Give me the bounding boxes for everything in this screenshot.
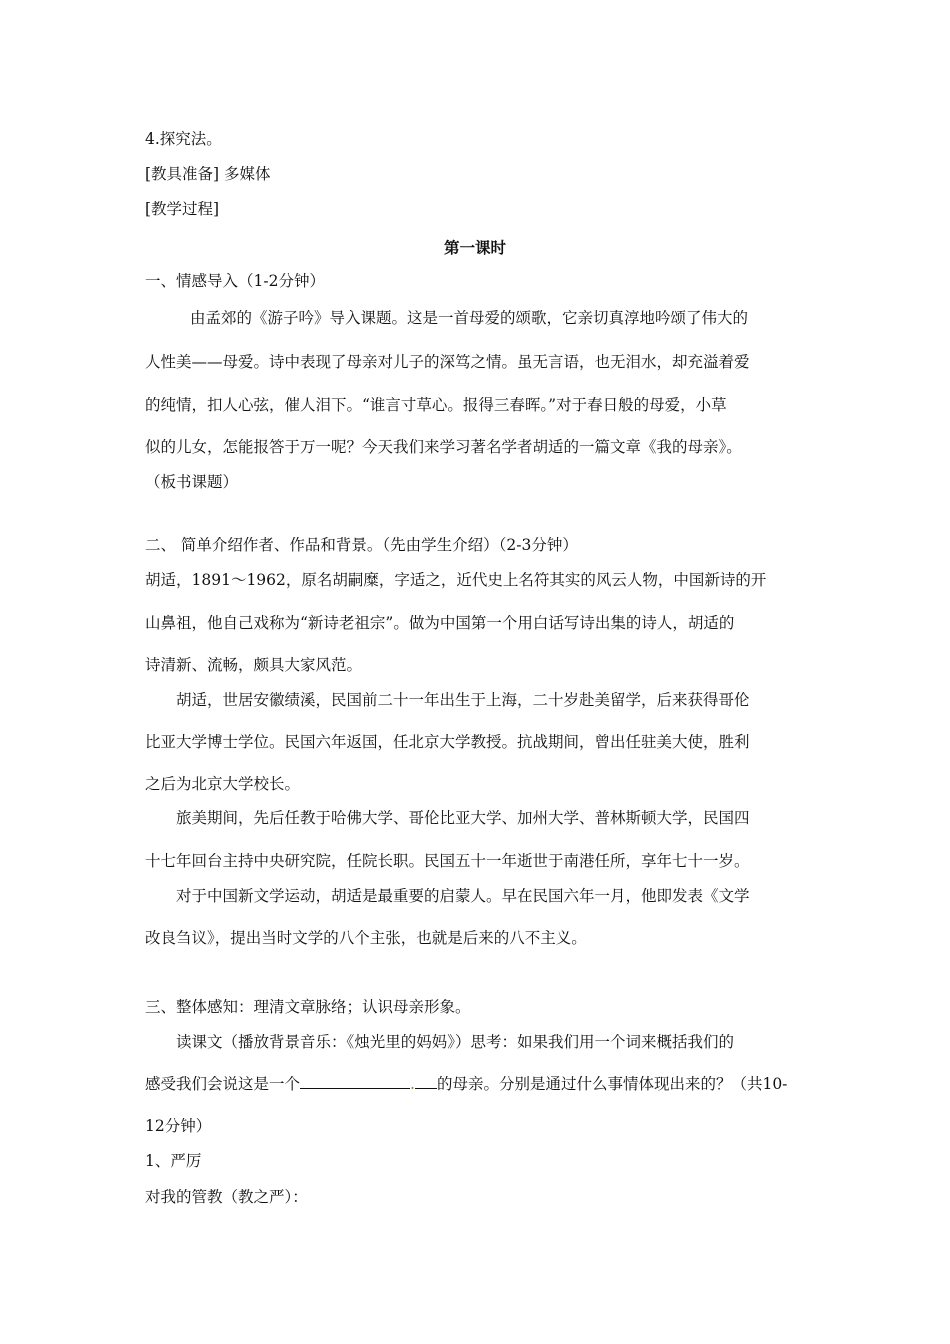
paragraph-line: （板书课题） [145,473,239,491]
fill-in-blank-tail [415,1074,437,1089]
fill-in-blank [300,1074,410,1089]
paragraph-line: 改良刍议》，提出当时文学的八个主张，也就是后来的八不主义。 [145,929,587,947]
section-heading-3: 三、整体感知：理清文章脉络；认识母亲形象。 [145,998,471,1016]
paragraph-line: 人性美——母爱。诗中表现了母亲对儿子的深笃之情。虽无言语，也无泪水，却充溢着爱 [145,353,750,371]
paragraph-line: 旅美期间，先后任教于哈佛大学、哥伦比亚大学、加州大学、普林斯顿大学，民国四 [176,809,750,827]
paragraph-line: 之后为北京大学校长。 [145,775,301,793]
section-heading-2: 二、 简单介绍作者、作品和背景。（先由学生介绍）（2-3分钟） [145,536,578,554]
list-item: 对我的管教（教之严）： [145,1188,308,1206]
paragraph-line: 诗清新、流畅，颇具大家风范。 [145,656,363,674]
teaching-process-label: [教学过程] [145,200,220,218]
teaching-aids: [教具准备] 多媒体 [145,165,271,183]
lesson-title: 第一课时 [443,238,506,257]
paragraph-line: 山鼻祖，他自己戏称为“新诗老祖宗”。做为中国第一个用白话写诗出集的诗人，胡适的 [145,614,735,632]
section-heading-1: 一、情感导入（1-2分钟） [145,272,325,290]
paragraph-line: 十七年回台主持中央研究院，任院长职。民国五十一年逝世于南港任所，享年七十一岁。 [145,852,750,870]
method-item: 4.探究法。 [145,130,222,148]
paragraph-line: 比亚大学博士学位。民国六年返国，任北京大学教授。抗战期间，曾出任驻美大使，胜利 [145,733,750,751]
paragraph-line-with-blank [145,1074,787,1094]
list-item: 1、严厉 [145,1152,202,1170]
paragraph-line: 胡适，世居安徽绩溪，民国前二十一年出生于上海，二十岁赴美留学，后来获得哥伦 [176,691,750,709]
paragraph-line: 12分钟） [145,1117,212,1135]
blank-dot: . [410,1075,415,1093]
text-after-blank: 的母亲。分别是通过什么事情体现出来的？（共10- [436,1075,788,1093]
paragraph-line: 由孟郊的《游子吟》导入课题。这是一首母爱的颂歌，它亲切真淳地吟颂了伟大的 [190,309,749,327]
paragraph-line: 对于中国新文学运动，胡适是最重要的启蒙人。早在民国六年一月，他即发表《文学 [176,887,750,905]
text-before-blank: 感受我们会说这是一个 [145,1075,301,1093]
paragraph-line: 的纯情，扣人心弦，催人泪下。“谁言寸草心。报得三春晖。”对于春日般的母爱，小草 [145,396,727,414]
paragraph-line: 似的儿女，怎能报答于万一呢？今天我们来学习著名学者胡适的一篇文章《我的母亲》。 [145,438,742,456]
paragraph-line: 读课文（播放背景音乐：《烛光里的妈妈》）思考：如果我们用一个词来概括我们的 [176,1033,735,1051]
paragraph-line: 胡适，1891～1962，原名胡嗣糜，字适之，近代史上名符其实的风云人物，中国新诗的开 [145,571,767,589]
